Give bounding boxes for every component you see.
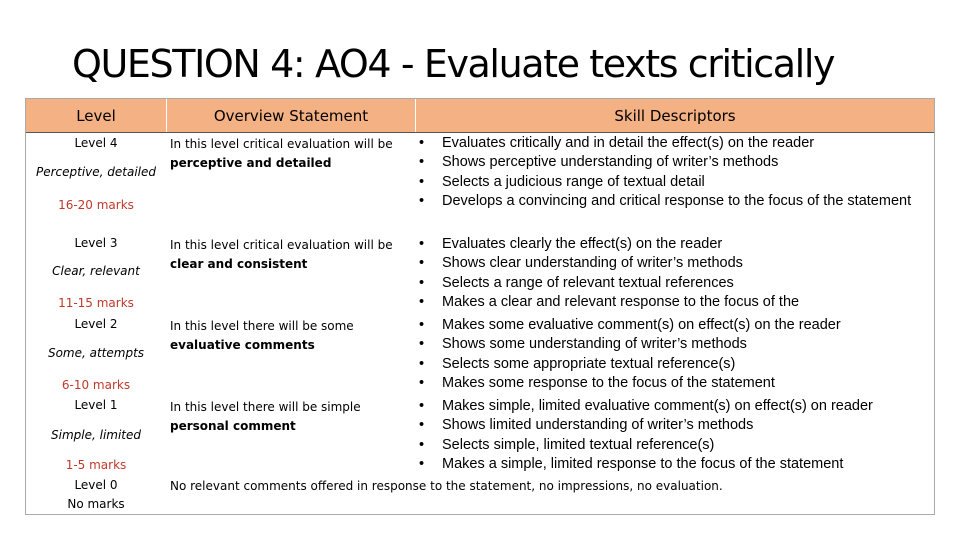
overview-line: evaluative comments [170,338,315,352]
level-marks: 1-5 marks [65,458,127,472]
level-marks: 6-10 marks [61,378,131,392]
overview-line: clear and consistent [170,257,308,271]
skill-item: • Shows perceptive understanding of writer’s methods [419,154,779,171]
table-row-level-2 [26,315,934,396]
level-0-statement: No relevant comments offered in response to the statement, no impressions, no evaluation. [170,479,723,493]
level-label: Level 3 [74,236,118,250]
skill-item: • Evaluates critically and in detail the effect(s) on the reader [419,135,815,151]
skill-item: • Makes a simple, limited response to the focus of the statement [419,455,844,472]
table-row-level-3 [26,234,934,315]
overview-line: In this level critical evaluation will be [170,137,393,151]
header-divider [415,99,416,132]
level-label: Level 0 [74,478,118,492]
skill-item: • Makes some response to the focus of the statement [419,374,775,391]
header-overview: Overview Statement [213,107,369,125]
skills-cell [415,134,935,211]
skill-item: • Makes some evaluative comment(s) on effect(s) on the reader [419,317,841,333]
level-marks: 11-15 marks [58,296,134,310]
skill-item: • Makes simple, limited evaluative comment(s) on effect(s) on reader [419,398,873,414]
header-divider [166,99,167,132]
skill-item: • Evaluates clearly the effect(s) on the reader [419,236,723,252]
level-cell [26,397,166,477]
overview-line: In this level there will be simple [170,400,361,414]
header-skills: Skill Descriptors [614,107,736,125]
table-row-level-1 [26,396,934,477]
table-row-level-4 [26,134,934,233]
skill-item: • Selects some appropriate textual reference(s) [419,355,736,372]
overview-cell [170,317,415,355]
skill-item: • Selects simple, limited textual reference(s) [419,436,715,453]
skill-item: • Shows limited understanding of writer’s methods [419,417,754,434]
overview-cell [170,398,415,436]
level-label: Level 4 [74,136,118,150]
level-cell [26,316,166,396]
skills-cell [415,397,935,474]
level-label: Level 2 [74,317,118,331]
skill-item: • Selects a judicious range of textual detail [419,173,705,190]
skill-item: • Shows some understanding of writer’s methods [419,336,747,353]
overview-line: personal comment [170,419,296,433]
skill-item: • Selects a range of relevant textual references [419,274,734,291]
skill-item: • Shows clear understanding of writer’s methods [419,255,743,272]
level-cell [26,134,166,233]
skill-item: • Makes a clear and relevant response to the focus of the [419,293,800,310]
level-label: Level 1 [74,398,118,412]
level-descriptor: Clear, relevant [52,264,140,278]
overview-line: In this level there will be some [170,319,354,333]
skills-cell [415,316,935,393]
level-descriptor: Some, attempts [47,346,145,360]
level-marks: 16-20 marks [58,198,134,212]
table-header [26,99,934,133]
overview-cell [170,236,415,274]
overview-line: In this level critical evaluation will be [170,238,393,252]
slide-title: QUESTION 4: AO4 - Evaluate texts critically [72,42,835,86]
level-marks: No marks [67,497,125,511]
skill-item: • Develops a convincing and critical response to the focus of the statement [419,192,912,209]
header-level: Level [76,107,116,125]
overview-line: perceptive and detailed [170,156,332,170]
skills-cell [415,235,935,312]
level-descriptor: Simple, limited [51,428,141,442]
mark-scheme-table [25,98,935,515]
level-cell [26,477,166,515]
level-cell [26,235,166,315]
level-descriptor: Perceptive, detailed [35,165,157,179]
overview-cell [170,135,415,173]
